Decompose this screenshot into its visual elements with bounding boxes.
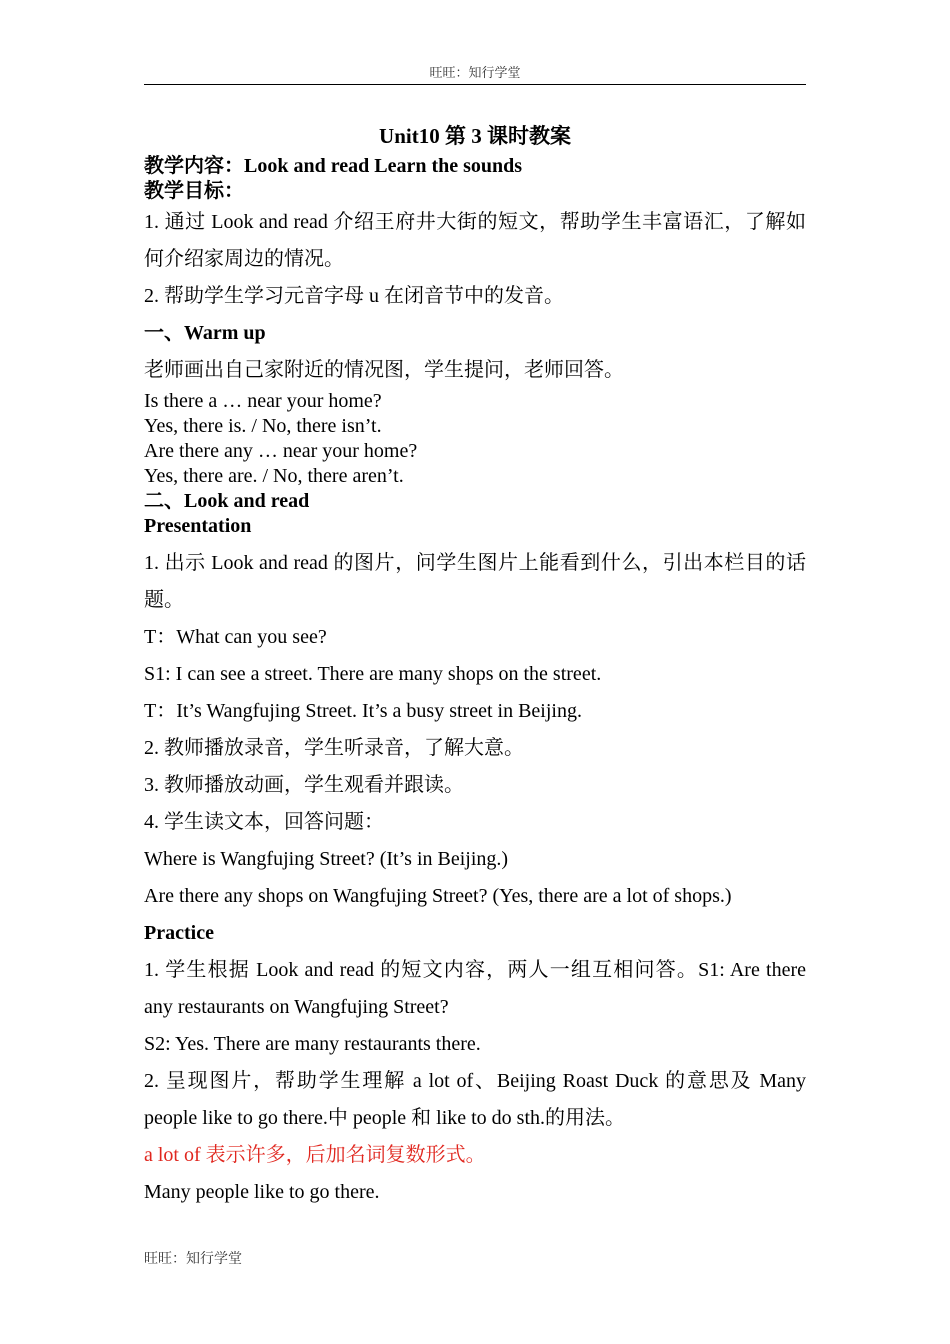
- presentation-step-2: 2. 教师播放录音，学生听录音，了解大意。: [144, 737, 524, 759]
- presentation-step-1: 1. 出示 Look and read 的图片，问学生图片上能看到什么，引出本栏目的话题。: [144, 552, 806, 611]
- presentation-step-3: 3. 教师播放动画，学生观看并跟读。: [144, 774, 464, 796]
- practice-heading: Practice: [144, 922, 214, 944]
- warmup-heading: 一、Warm up: [144, 322, 266, 344]
- grammar-note: a lot of 表示许多，后加名词复数形式。: [144, 1144, 486, 1166]
- practice-step-1: 1. 学生根据 Look and read 的短文内容，两人一组互相问答。S1: Are there any restaurants on Wangfujing Street?: [144, 959, 806, 1018]
- warmup-answer-2: Yes, there are. / No, there aren’t.: [144, 465, 404, 487]
- example-sentence: Many people like to go there.: [144, 1181, 380, 1203]
- reading-question-1: Where is Wangfujing Street? (It’s in Beijing.): [144, 848, 509, 870]
- warmup-question-1: Is there a … near your home?: [144, 390, 382, 412]
- document-body: [144, 118, 806, 1211]
- page-header: 旺旺：知行学堂: [429, 65, 521, 80]
- dialogue-teacher-2: T：It’s Wangfujing Street. It’s a busy street in Beijing.: [144, 700, 582, 722]
- teaching-goals-heading: 教学目标：: [144, 180, 244, 202]
- dialogue-student-1: S1: I can see a street. There are many shops on the street.: [144, 663, 602, 685]
- teaching-content-line: 教学内容：Look and read Learn the sounds: [144, 155, 523, 177]
- header-rule: [144, 84, 806, 85]
- document-title: Unit10 第 3 课时教案: [379, 124, 571, 148]
- warmup-answer-1: Yes, there is. / No, there isn’t.: [144, 415, 382, 437]
- practice-dialogue-answer: S2: Yes. There are many restaurants there.: [144, 1033, 481, 1055]
- warmup-description: 老师画出自己家附近的情况图，学生提问，老师回答。: [144, 359, 624, 381]
- dialogue-teacher-1: T：What can you see?: [144, 626, 327, 648]
- look-and-read-heading: 二、Look and read: [144, 490, 310, 512]
- practice-step-2: 2. 呈现图片，帮助学生理解 a lot of、Beijing Roast Duck 的意思及 Many people like to go there.中 people 和 like to do sth.的用法。: [144, 1070, 806, 1129]
- goal-item-1: 1. 通过 Look and read 介绍王府井大街的短文，帮助学生丰富语汇，了解如何介绍家周边的情况。: [144, 211, 806, 270]
- goal-item-2: 2. 帮助学生学习元音字母 u 在闭音节中的发音。: [144, 285, 564, 307]
- reading-question-2: Are there any shops on Wangfujing Street? (Yes, there are a lot of shops.): [144, 885, 732, 907]
- presentation-step-4: 4. 学生读文本，回答问题：: [144, 811, 384, 833]
- warmup-question-2: Are there any … near your home?: [144, 440, 418, 462]
- presentation-heading: Presentation: [144, 515, 252, 537]
- page-footer: 旺旺：知行学堂: [144, 1252, 242, 1267]
